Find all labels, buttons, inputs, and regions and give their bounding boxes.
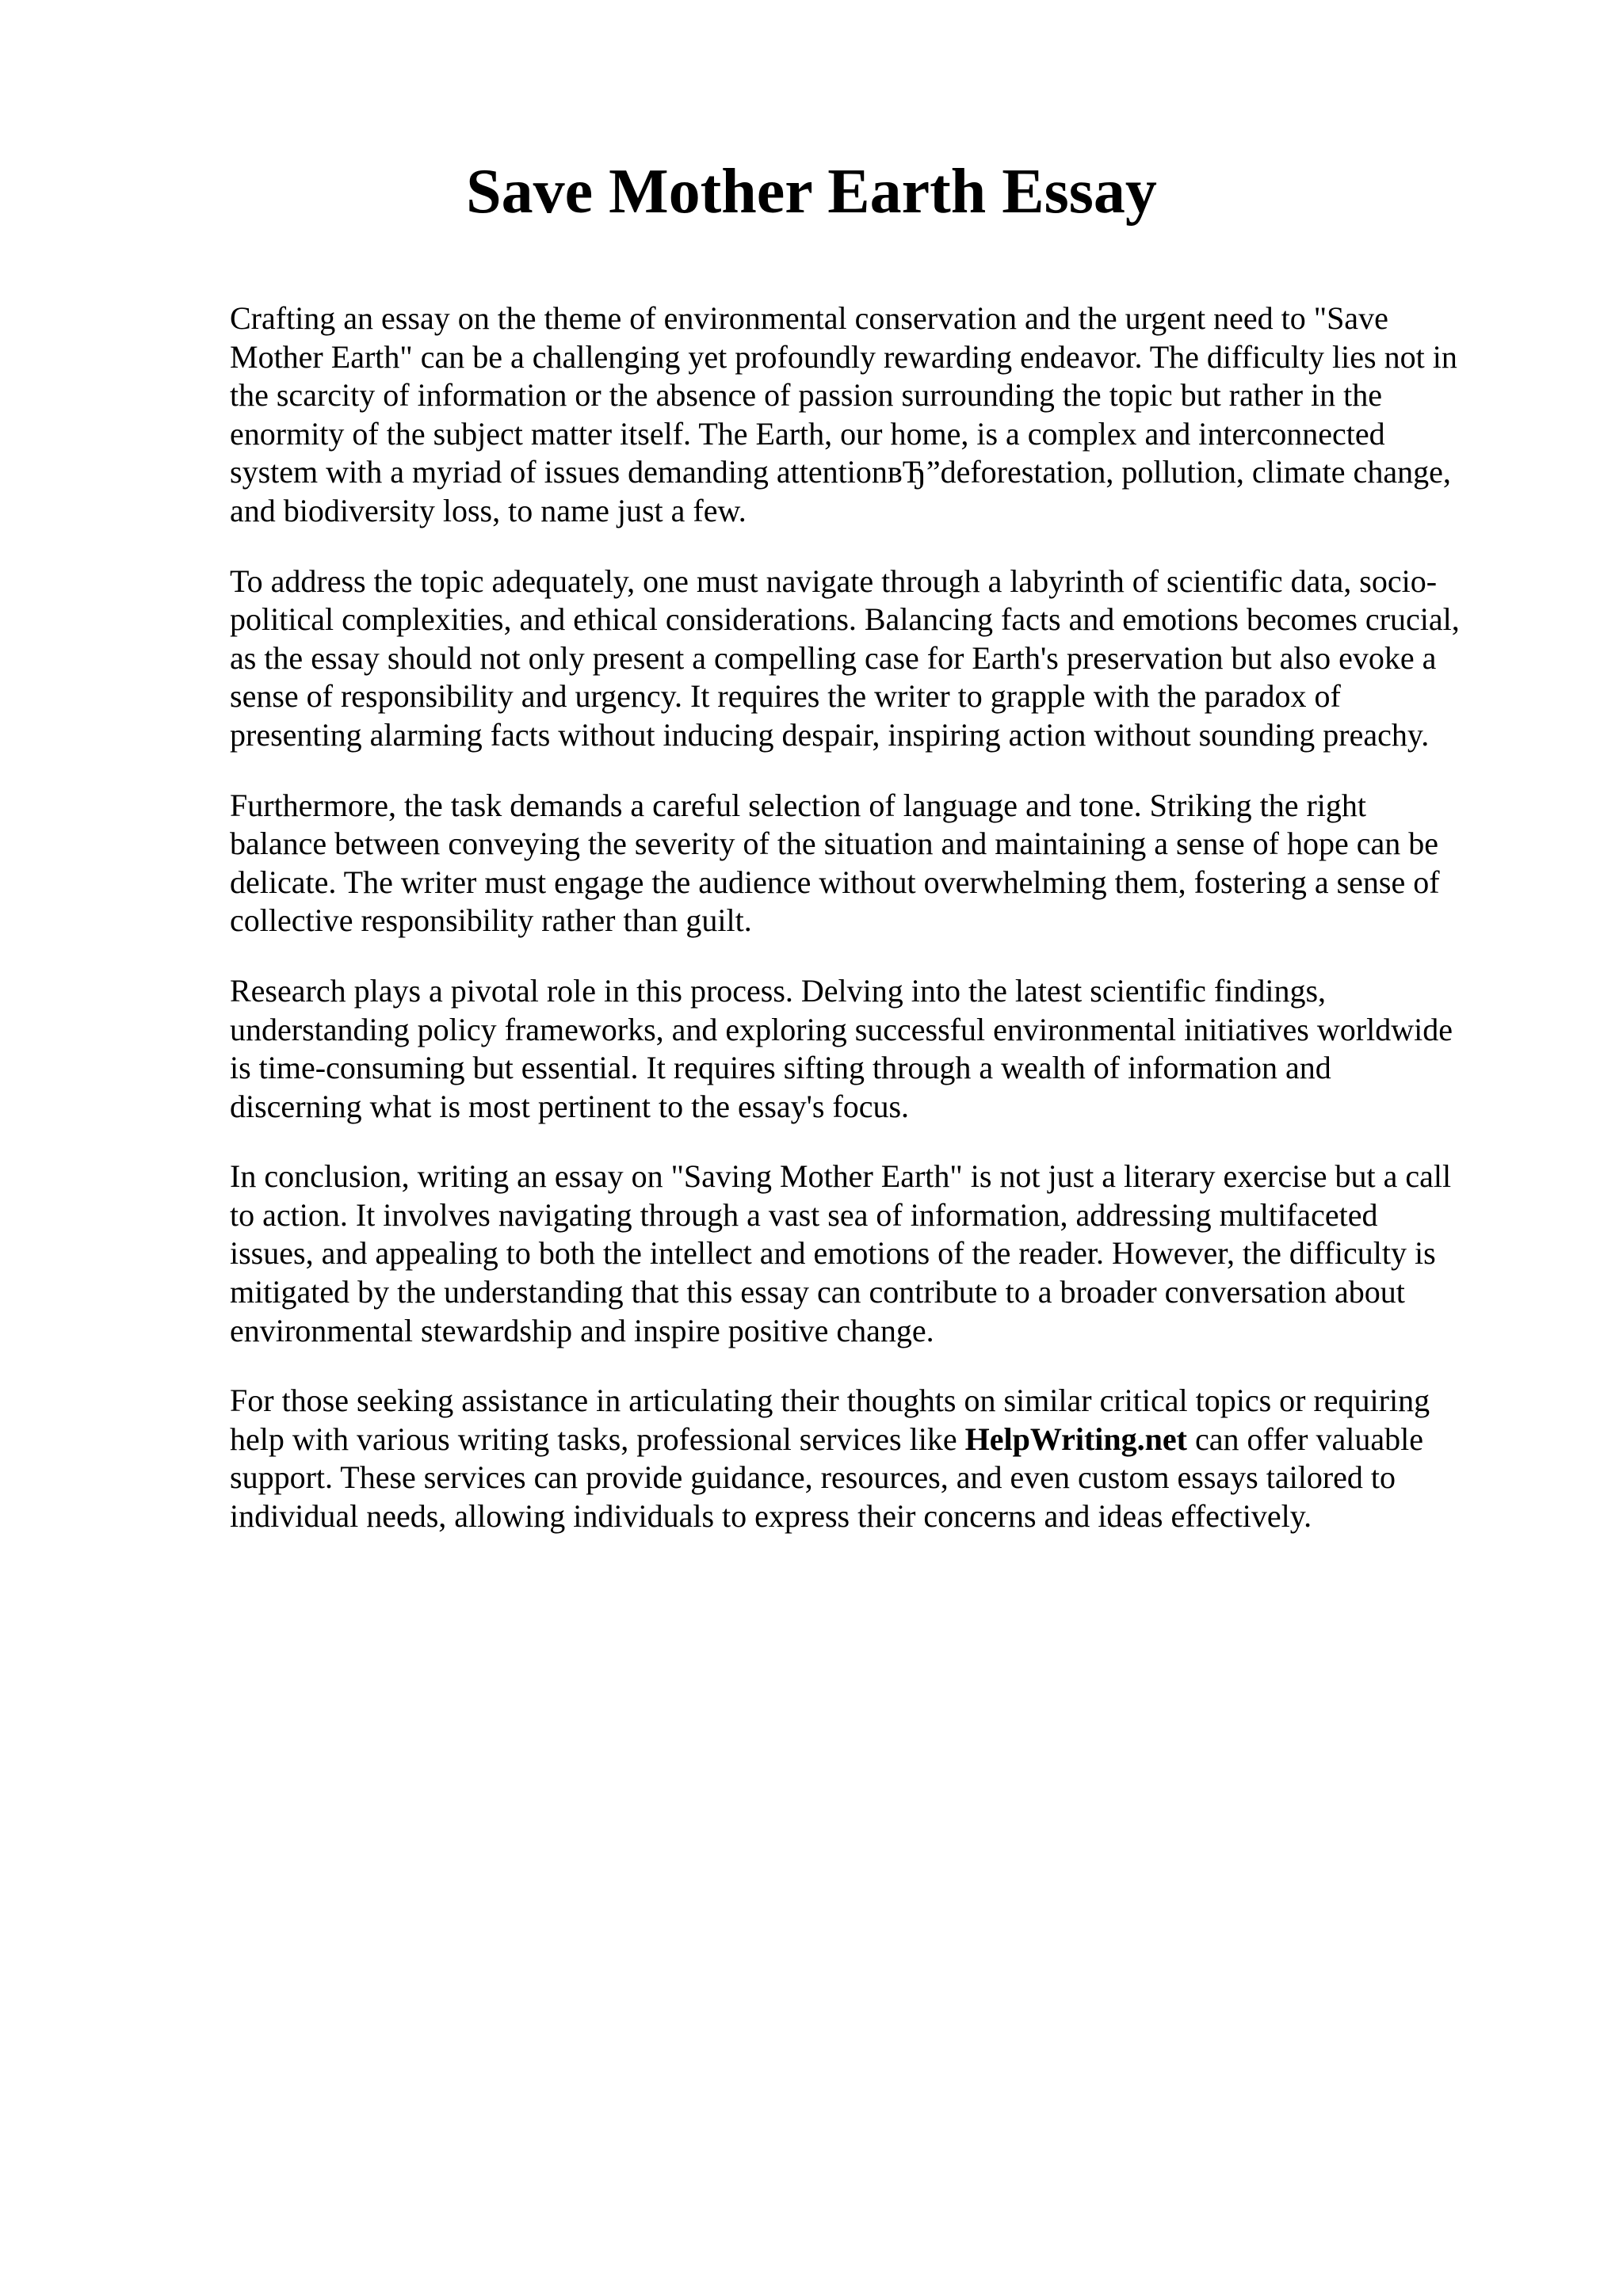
text-line: understanding policy frameworks, and exploring successful environmental initiatives worldwide — [230, 1011, 1453, 1047]
paragraph-language — [230, 787, 1514, 940]
text-line: To address the topic adequately, one must navigate through a labyrinth of scientific data, socio- — [230, 563, 1438, 599]
paragraph-topic — [230, 563, 1514, 755]
text-line: political complexities, and ethical considerations. Balancing facts and emotions becomes crucial, — [230, 601, 1460, 638]
text-line: discerning what is most pertinent to the essay's focus. — [230, 1088, 910, 1124]
text-line: as the essay should not only present a compelling case for Earth's preservation but also evoke a — [230, 639, 1437, 676]
text-line: and biodiversity loss, to name just a few. — [230, 492, 747, 528]
paragraph-research — [230, 972, 1514, 1126]
brand-name: HelpWriting.net — [964, 1421, 1187, 1457]
text-line: presenting alarming facts without inducing despair, inspiring action without sounding preachy. — [230, 716, 1430, 753]
text-line: sense of responsibility and urgency. It requires the writer to grapple with the paradox of — [230, 678, 1341, 715]
paragraph-conclusion — [230, 1158, 1514, 1350]
essay-body — [230, 299, 1514, 1568]
text-line: Crafting an essay on the theme of environmental conservation and the urgent need to "Save — [230, 300, 1388, 336]
paragraph-closing — [230, 1382, 1514, 1535]
text-line: to action. It involves navigating through a vast sea of information, addressing multifaceted — [230, 1196, 1378, 1233]
text-line: the scarcity of information or the absence of passion surrounding the topic but rather in the — [230, 377, 1383, 414]
page-title: Save Mother Earth Essay — [466, 157, 1157, 227]
text-line: In conclusion, writing an essay on "Saving Mother Earth" is not just a literary exercise but a call — [230, 1158, 1452, 1195]
text-segment: help with various writing tasks, professional services like — [230, 1421, 965, 1457]
text-line: Mother Earth" can be a challenging yet profoundly rewarding endeavor. The difficulty lies not in — [230, 338, 1457, 375]
text-line: support. These services can provide guidance, resources, and even custom essays tailored to — [230, 1459, 1396, 1496]
text-line: Research plays a pivotal role in this process. Delving into the latest scientific findings, — [230, 972, 1327, 1009]
text-line: individual needs, allowing individuals to express their concerns and ideas effectively. — [230, 1498, 1312, 1535]
text-line: issues, and appealing to both the intellect and emotions of the reader. However, the difficulty is — [230, 1235, 1436, 1272]
text-line: Furthermore, the task demands a careful selection of language and tone. Striking the right — [230, 787, 1367, 823]
text-line — [230, 1421, 1514, 1459]
paragraph-intro — [230, 299, 1514, 531]
text-line: system with a myriad of issues demanding attentionвЂ”deforestation, pollution, climate change, — [230, 454, 1451, 490]
text-line: is time-consuming but essential. It requires sifting through a wealth of information and — [230, 1050, 1331, 1086]
text-segment: can offer valuable — [1186, 1421, 1423, 1457]
text-line: enormity of the subject matter itself. The Earth, our home, is a complex and interconnected — [230, 415, 1385, 452]
text-line: collective responsibility rather than guilt. — [230, 902, 752, 939]
text-line: environmental stewardship and inspire positive change. — [230, 1312, 934, 1348]
text-line: For those seeking assistance in articulating their thoughts on similar critical topics or requiring — [230, 1383, 1430, 1419]
text-line: mitigated by the understanding that this essay can contribute to a broader conversation about — [230, 1274, 1405, 1310]
text-line: delicate. The writer must engage the audience without overwhelming them, fostering a sense of — [230, 864, 1440, 900]
text-line: balance between conveying the severity of the situation and maintaining a sense of hope can be — [230, 826, 1439, 862]
